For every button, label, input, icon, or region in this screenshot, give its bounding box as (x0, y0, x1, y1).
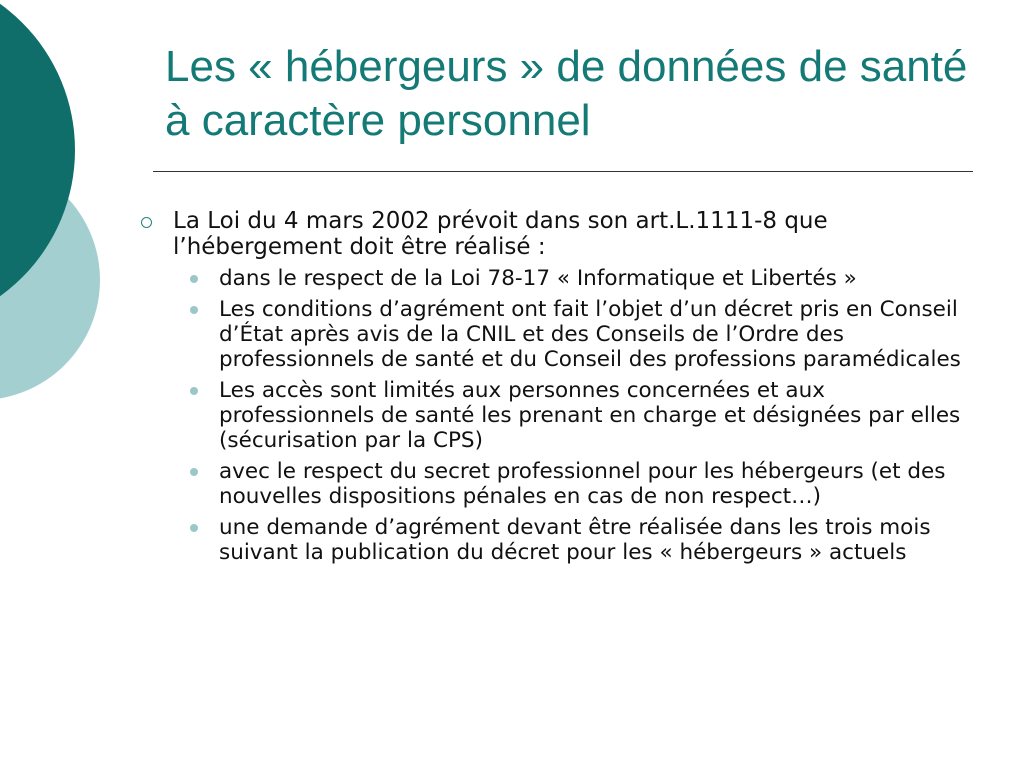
sub-bullet-item (135, 266, 965, 291)
sub-bullet-text: avec le respect du secret professionnel pour les hébergeurs (et des nouvelles dispositions pénales en cas de non respect…) (219, 459, 946, 509)
dot-bullet-icon (190, 524, 198, 532)
main-bullet-text: La Loi du 4 mars 2002 prévoit dans son art.L.1111-8 que l’hébergement doit être réalisé : (173, 208, 828, 260)
hollow-circle-bullet-icon (141, 217, 152, 228)
dot-bullet-icon (190, 387, 198, 395)
main-bullet (135, 208, 965, 260)
sub-bullet-list (135, 266, 965, 565)
sub-bullet-text: Les conditions d’agrément ont fait l’objet d’un décret pris en Conseil d’État après avis de la CNIL et des Conseils de l’Ordre des professionnels de santé et du Conseil des professions paramédicales (219, 297, 961, 372)
dot-bullet-icon (190, 306, 198, 314)
sub-bullet-item (135, 378, 965, 453)
sub-bullet-text: dans le respect de la Loi 78-17 « Informatique et Libertés » (219, 266, 857, 291)
title-divider (153, 171, 973, 172)
slide-title: Les « hébergeurs » de données de santé à caractère personnel (165, 42, 968, 145)
slide-content (135, 208, 965, 571)
sub-bullet-item (135, 297, 965, 372)
sub-bullet-item (135, 515, 965, 565)
sub-bullet-item (135, 459, 965, 509)
dot-bullet-icon (190, 275, 198, 283)
sub-bullet-text: une demande d’agrément devant être réalisée dans les trois mois suivant la publication du décret pour les « hébergeurs » actuels (219, 515, 931, 565)
dot-bullet-icon (190, 468, 198, 476)
sub-bullet-text: Les accès sont limités aux personnes concernées et aux professionnels de santé les prenant en charge et désignées par elles (sécurisation par la CPS) (219, 378, 961, 453)
